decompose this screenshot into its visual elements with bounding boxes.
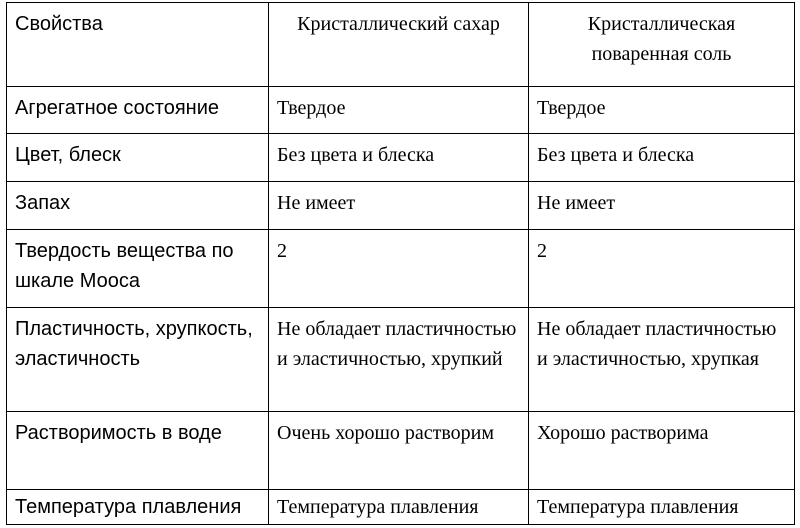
table-row [7, 182, 795, 230]
column-header-salt: Кристаллическая поваренная соль [529, 3, 795, 87]
salt-cell: Без цвета и блеска [529, 134, 795, 182]
salt-cell: Не обладает пластичностью и эластичностью, хрупкая [529, 308, 795, 412]
row-label: Пластичность, хрупкость, эластичность [7, 308, 269, 412]
salt-cell: Твердое [529, 87, 795, 134]
row-label: Запах [7, 182, 269, 230]
row-label: Цвет, блеск [7, 134, 269, 182]
sugar-cell: 2 [269, 230, 529, 308]
table-row [7, 308, 795, 412]
column-header-properties: Свойства [7, 3, 269, 87]
sugar-cell: Очень хорошо растворим [269, 412, 529, 490]
table-header-row [7, 3, 795, 87]
table-row [7, 490, 795, 525]
sugar-cell: Температура плавления [269, 490, 529, 525]
table-row [7, 412, 795, 490]
salt-cell: Не имеет [529, 182, 795, 230]
properties-table [6, 2, 795, 525]
sugar-cell: Без цвета и блеска [269, 134, 529, 182]
column-header-sugar: Кристаллический сахар [269, 3, 529, 87]
row-label: Растворимость в воде [7, 412, 269, 490]
row-label: Агрегатное состояние [7, 87, 269, 134]
sugar-cell: Не имеет [269, 182, 529, 230]
salt-cell: Температура плавления [529, 490, 795, 525]
table-row [7, 230, 795, 308]
sugar-cell: Твердое [269, 87, 529, 134]
sugar-cell: Не обладает пластичностью и эластичностью, хрупкий [269, 308, 529, 412]
salt-cell: 2 [529, 230, 795, 308]
row-label: Температура плавления [7, 490, 269, 525]
salt-cell: Хорошо растворима [529, 412, 795, 490]
table-row [7, 134, 795, 182]
row-label: Твердость вещества по шкале Мооса [7, 230, 269, 308]
table-row [7, 87, 795, 134]
